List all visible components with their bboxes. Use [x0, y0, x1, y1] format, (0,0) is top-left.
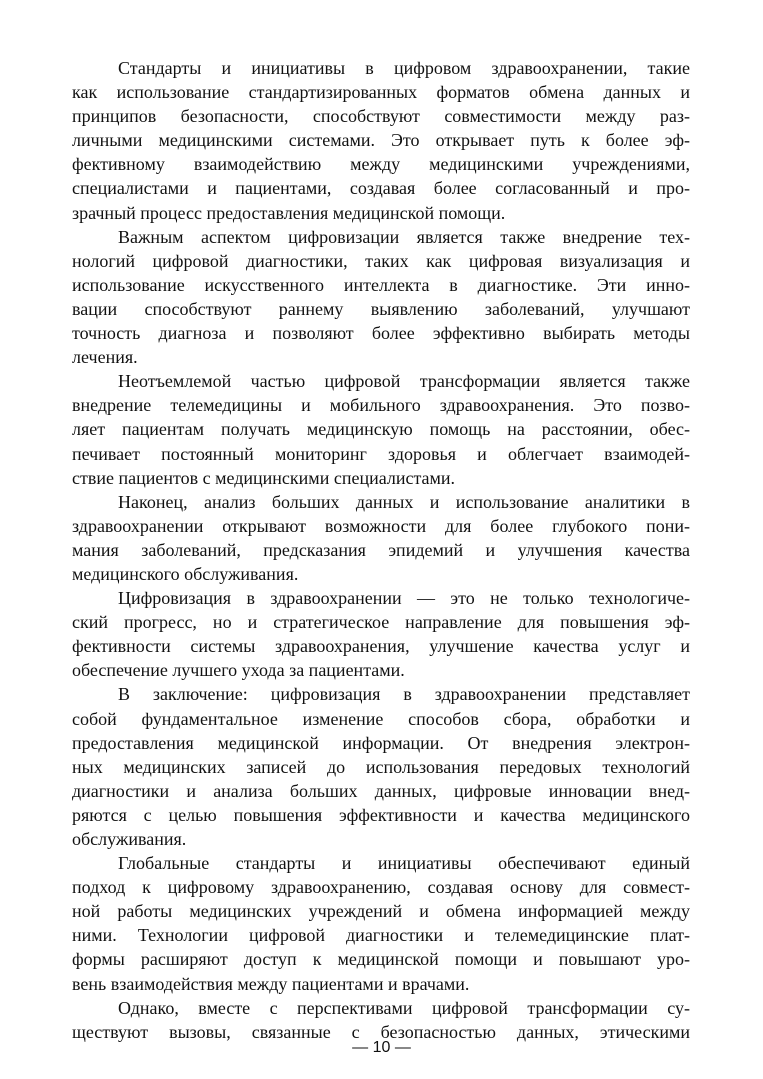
text-line: фективности системы здравоохранения, улучшение качества услуг и [72, 636, 690, 657]
text-line: ществуют вызовы, связанные с безопасностью данных, этическими [72, 1021, 690, 1042]
text-line: вации способствуют раннему выявлению заболеваний, улучшают [72, 298, 690, 319]
text-line: формы расширяют доступ к медицинской помощи и повышают уро- [72, 949, 690, 970]
text-line: использование искусственного интеллекта в диагностике. Эти инно- [72, 274, 690, 295]
text-line: личными медицинскими системами. Это открывает путь к более эф- [72, 130, 690, 151]
text-line: обеспечение лучшего ухода за пациентами. [72, 660, 405, 681]
text-line: специалистами и пациентами, создавая более согласованный и про- [72, 178, 690, 199]
text-line: ствие пациентов с медицинскими специалистами. [72, 467, 456, 488]
paragraph-5 [72, 586, 690, 682]
text-line: ский прогресс, но и стратегическое направление для повышения эф- [72, 612, 690, 633]
text-line: Наконец, анализ больших данных и использование аналитики в [118, 491, 690, 512]
text-line: фективному взаимодействию между медицинскими учреждениями, [72, 154, 690, 175]
page-number: — 10 — [352, 1039, 411, 1056]
text-line: мания заболеваний, предсказания эпидемий и улучшения качества [72, 539, 690, 560]
text-line: Стандарты и инициативы в цифровом здравоохранении, такие [118, 58, 690, 78]
text-line: ляет пациентам получать медицинскую помощь на расстоянии, обес- [72, 419, 690, 440]
text-line: медицинского обслуживания. [72, 563, 299, 584]
paragraph-3 [72, 369, 690, 489]
text-line: ними. Технологии цифровой диагностики и телемедицинские плат- [72, 925, 690, 946]
text-line: вень взаимодействия между пациентами и врачами. [72, 973, 470, 994]
text-line: диагностики и анализа больших данных, цифровые инновации внед- [72, 780, 690, 801]
text-line: Цифровизация в здравоохранении — это не только технологиче- [118, 588, 690, 609]
text-line: ных медицинских записей до использования передовых технологий [72, 756, 690, 777]
text-line: подход к цифровому здравоохранению, создавая основу для совмест- [72, 877, 690, 898]
text-line: печивает постоянный мониторинг здоровья и облегчает взаимодей- [72, 443, 690, 464]
text-line: лечения. [72, 347, 138, 368]
text-line: здравоохранении открывают возможности для более глубокого пони- [72, 515, 690, 536]
page-body [72, 56, 690, 1044]
text-line: собой фундаментальное изменение способов сбора, обработки и [72, 708, 690, 729]
paragraph-8 [72, 996, 690, 1044]
text-line: ряются с целью повышения эффективности и качества медицинского [72, 804, 690, 825]
text-line: В заключение: цифровизация в здравоохранении представляет [118, 684, 690, 705]
paragraph-4 [72, 490, 690, 586]
text-line: обслуживания. [72, 829, 187, 849]
text-line: Важным аспектом цифровизации является также внедрение тех- [118, 226, 690, 247]
paragraph-7 [72, 851, 690, 996]
text-line: как использование стандартизированных форматов обмена данных и [72, 82, 690, 103]
text-line: предоставления медицинской информации. От внедрения электрон- [72, 732, 690, 753]
text-line: внедрение телемедицины и мобильного здравоохранения. Это позво- [72, 395, 690, 416]
text-line: ной работы медицинских учреждений и обмена информацией между [72, 901, 690, 922]
text-line: нологий цифровой диагностики, таких как цифровая визуализация и [72, 250, 690, 271]
paragraph-1 [72, 56, 690, 225]
paragraph-6 [72, 682, 690, 851]
text-line: Глобальные стандарты и инициативы обеспечивают единый [118, 853, 690, 874]
paragraph-2 [72, 225, 690, 370]
text-line: Неотъемлемой частью цифровой трансформации является также [118, 371, 690, 392]
text-line: зрачный процесс предоставления медицинской помощи. [72, 202, 506, 223]
text-line: точность диагноза и позволяют более эффективно выбирать методы [72, 323, 690, 344]
text-line: принципов безопасности, способствуют совместимости между раз- [72, 106, 690, 127]
text-line: Однако, вместе с перспективами цифровой трансформации су- [118, 997, 690, 1018]
